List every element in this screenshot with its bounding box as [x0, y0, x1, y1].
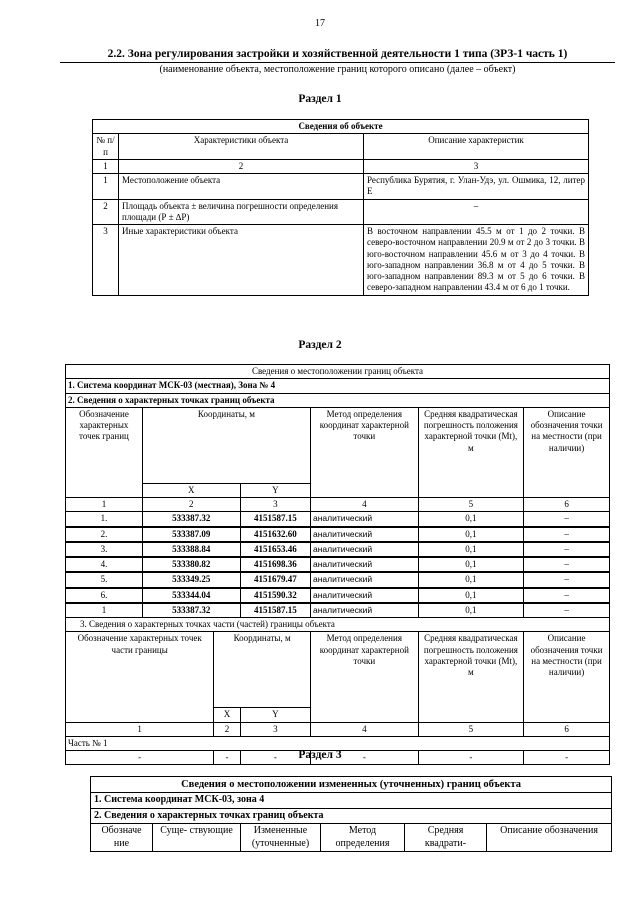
col-number: 3	[364, 159, 589, 173]
description: Республика Бурятия, г. Улан-Удэ, ул. Ошмика, 12, литер Е	[364, 174, 589, 200]
point-row	[66, 527, 610, 542]
section2-title: Раздел 2	[298, 339, 342, 351]
point-mt: 0,1	[418, 557, 523, 572]
header-x: X	[214, 708, 240, 722]
col-number: 2	[142, 498, 240, 512]
point-mt: 0,1	[418, 512, 523, 527]
col-number: 6	[524, 722, 610, 736]
header-cell: Характеристики объекта	[119, 134, 364, 160]
point-method: аналитический	[310, 588, 418, 603]
header-method: Метод определения координат характерной точки	[310, 407, 418, 497]
part-label: Часть № 1	[66, 736, 610, 750]
changed-boundaries-table	[90, 776, 612, 852]
point-x: 533380.82	[142, 557, 240, 572]
header-cell: Описание обозначения	[487, 824, 612, 852]
row-number: 3	[93, 225, 119, 296]
col-number: 5	[418, 498, 523, 512]
point-y: 4151653.46	[240, 542, 310, 557]
point-desc: –	[524, 572, 610, 587]
header-cell: Измененные (уточненные)	[241, 824, 321, 852]
point-row	[66, 603, 610, 618]
col-number: 3	[240, 498, 310, 512]
part-header: 3. Сведения о характерных точках части (частей) границы объекта	[66, 618, 610, 632]
point-row	[66, 542, 610, 557]
description: В восточном направлении 45.5 м от 1 до 2 точки. В северо-восточном направлении 20.9 м от 2 до 3 точки. В юго-восточном направлении 45.6 м от 3 до 4 точки. В юго-западном направлении 36.8 м от 4 до 5 точки. В юго-западном направлении 89.3 м от 5 до 6 точки. В северо-западном направлении 43.4 м от 6 до 1 точки.	[364, 225, 589, 296]
point-y: 4151679.47	[240, 572, 310, 587]
page-number: 17	[315, 18, 325, 29]
point-desc: –	[524, 557, 610, 572]
header-error: Средняя квадратическая погрешность положения характерной точки (Mt), м	[418, 407, 523, 497]
point-desc: –	[524, 603, 610, 618]
table-row	[93, 174, 589, 200]
header-coords: Координаты, м	[142, 407, 310, 483]
col-number: 5	[418, 722, 523, 736]
point-id: 4.	[66, 557, 143, 572]
header-description: Описание обозначения точки на местности (при наличии)	[524, 632, 610, 722]
characteristic: Площадь объекта ± величина погрешности определения площади (Р ± ∆Р)	[119, 199, 364, 225]
part-cell: -	[418, 751, 523, 765]
point-id: 3.	[66, 542, 143, 557]
characteristic: Иные характеристики объекта	[119, 225, 364, 296]
point-desc: –	[524, 527, 610, 542]
characteristic: Местоположение объекта	[119, 174, 364, 200]
header-part-designation: Обозначение характерных точек части границы	[66, 632, 214, 722]
points-header: 2. Сведения о характерных точках границ объекта	[66, 393, 610, 407]
col-number: 2	[119, 159, 364, 173]
point-mt: 0,1	[418, 542, 523, 557]
table-title: Сведения о местоположении границ объекта	[66, 365, 610, 379]
point-x: 533387.09	[142, 527, 240, 542]
zone-subtitle: (наименование объекта, местоположение границ которого описано (далее – объект)	[159, 64, 516, 75]
section1-title: Раздел 1	[298, 93, 342, 105]
point-row	[66, 512, 610, 527]
header-x: X	[142, 483, 240, 497]
section3-title: Раздел 3	[298, 749, 342, 761]
header-designation: Обозначение характерных точек границ	[66, 407, 143, 497]
description: –	[364, 199, 589, 225]
point-id: 6.	[66, 588, 143, 603]
point-y: 4151590.32	[240, 588, 310, 603]
point-id: 2.	[66, 527, 143, 542]
object-info-table	[92, 119, 589, 296]
header-cell: Средняя квадрати-	[405, 824, 487, 852]
row-number: 2	[93, 199, 119, 225]
point-mt: 0,1	[418, 572, 523, 587]
col-number: 4	[310, 498, 418, 512]
boundary-points-table	[65, 364, 610, 765]
col-number: 2	[214, 722, 240, 736]
table-row	[93, 225, 589, 296]
point-id: 5.	[66, 572, 143, 587]
point-desc: –	[524, 588, 610, 603]
point-row	[66, 557, 610, 572]
part-cell: -	[524, 751, 610, 765]
part-cell: -	[214, 751, 240, 765]
point-method: аналитический	[310, 603, 418, 618]
point-x: 533387.32	[142, 603, 240, 618]
point-method: аналитический	[310, 542, 418, 557]
header-method: Метод определения координат характерной точки	[310, 632, 418, 722]
table-title: Сведения о местоположении измененных (уточненных) границ объекта	[91, 777, 612, 793]
part-cell: -	[310, 751, 418, 765]
point-y: 4151632.60	[240, 527, 310, 542]
header-cell: Метод определения	[321, 824, 405, 852]
point-x: 533349.25	[142, 572, 240, 587]
header-cell: Описание характеристик	[364, 134, 589, 160]
header-cell: Суще- ствующие	[153, 824, 241, 852]
point-row	[66, 588, 610, 603]
point-desc: –	[524, 512, 610, 527]
col-number: 4	[310, 722, 418, 736]
point-y: 4151587.15	[240, 603, 310, 618]
header-cell: № п/п	[93, 134, 119, 160]
point-method: аналитический	[310, 527, 418, 542]
col-number: 1	[93, 159, 119, 173]
point-mt: 0,1	[418, 588, 523, 603]
point-y: 4151698.36	[240, 557, 310, 572]
col-number: 3	[240, 722, 310, 736]
point-row	[66, 572, 610, 587]
point-x: 533344.04	[142, 588, 240, 603]
header-error: Средняя квадратическая погрешность положения характерной точки (Mt), м	[418, 632, 523, 722]
point-y: 4151587.15	[240, 512, 310, 527]
point-id: 1	[66, 603, 143, 618]
point-desc: –	[524, 542, 610, 557]
point-method: аналитический	[310, 572, 418, 587]
table-title: Сведения об объекте	[93, 120, 589, 134]
header-y: Y	[240, 483, 310, 497]
header-description: Описание обозначения точки на местности (при наличии)	[524, 407, 610, 497]
header-cell: Обозначе ние	[91, 824, 153, 852]
point-method: аналитический	[310, 512, 418, 527]
header-y: Y	[240, 708, 310, 722]
col-number: 6	[524, 498, 610, 512]
row-number: 1	[93, 174, 119, 200]
col-number: 1	[66, 498, 143, 512]
coord-system: 1. Система координат МСК-03 (местная), Зона № 4	[66, 379, 610, 393]
col-number: 1	[66, 722, 214, 736]
point-mt: 0,1	[418, 603, 523, 618]
part-cell: -	[66, 751, 214, 765]
zone-title: 2.2. Зона регулирования застройки и хозяйственной деятельности 1 типа (ЗРЗ-1 часть 1)	[60, 47, 615, 63]
part-cell: -	[240, 751, 310, 765]
point-id: 1.	[66, 512, 143, 527]
coord-system: 1. Система координат МСК-03, зона 4	[91, 793, 612, 809]
point-x: 533388.84	[142, 542, 240, 557]
table-row	[93, 199, 589, 225]
point-mt: 0,1	[418, 527, 523, 542]
points-header: 2. Сведения о характерных точках границ объекта	[91, 808, 612, 824]
point-x: 533387.32	[142, 512, 240, 527]
point-method: аналитический	[310, 557, 418, 572]
header-coords: Координаты, м	[214, 632, 311, 708]
